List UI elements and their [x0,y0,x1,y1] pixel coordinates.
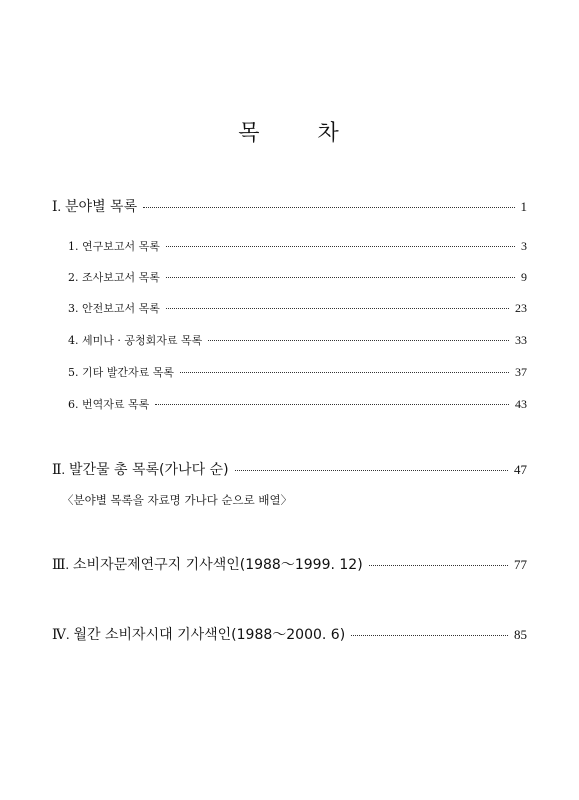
toc-item-5[interactable] [68,364,527,380]
toc-page-number: 3 [521,239,527,253]
toc-section-label: Ⅱ. 발간물 총 목록(가나다 순) [52,462,229,478]
toc-section-label: Ⅰ. 분야별 목록 [52,199,138,215]
toc-item-label: 1. 연구보고서 목록 [68,240,160,253]
section-number: Ⅳ. [52,628,70,643]
dot-leader [208,340,509,341]
section-number: Ⅱ. [52,463,66,478]
toc-item-3[interactable] [68,300,527,316]
page-title [0,116,579,147]
toc-item-label: 4. 세미나 · 공청회자료 목록 [68,334,203,347]
toc-page-number: 77 [514,557,527,572]
toc-page-number: 85 [514,627,527,642]
toc-page-number: 47 [514,462,527,477]
toc-page-number: 1 [520,199,527,214]
toc-page-number: 23 [515,301,527,315]
toc-item-label: 3. 안전보고서 목록 [68,302,160,315]
toc-page-number: 43 [515,397,527,411]
title-char-1: 목 [238,121,262,146]
dot-leader [369,565,508,566]
toc-page-number: 37 [515,365,527,379]
toc-page-number: 33 [515,333,527,347]
toc-section-label: Ⅲ. 소비자문제연구지 기사색인(1988～1999. 12) [52,557,363,573]
toc-section-3[interactable] [52,554,527,574]
dot-leader [235,470,508,471]
toc-item-2[interactable] [68,269,527,285]
dot-leader [166,308,509,309]
toc-section-1[interactable] [52,196,527,216]
dot-leader [166,246,515,247]
toc-section-4[interactable] [52,624,527,644]
toc-item-4[interactable] [68,332,527,348]
dot-leader [180,372,509,373]
toc-item-6[interactable] [68,396,527,412]
toc-item-1[interactable] [68,238,527,254]
section-note: 〈분야별 목록을 자료명 가나다 순으로 배열〉 [62,493,293,507]
title-char-2: 차 [317,121,341,146]
toc-section-2[interactable] [52,459,527,479]
dot-leader [143,207,514,208]
dot-leader [166,277,515,278]
dot-leader [155,404,509,405]
toc-item-label: 5. 기타 발간자료 목록 [68,366,174,379]
toc-page-number: 9 [521,270,527,284]
section-number: Ⅰ. [52,200,62,215]
toc-section-label: Ⅳ. 월간 소비자시대 기사색인(1988～2000. 6) [52,627,346,643]
toc-item-label: 2. 조사보고서 목록 [68,271,160,284]
toc-item-label: 6. 번역자료 목록 [68,398,150,411]
section-number: Ⅲ. [52,558,70,573]
dot-leader [351,635,508,636]
